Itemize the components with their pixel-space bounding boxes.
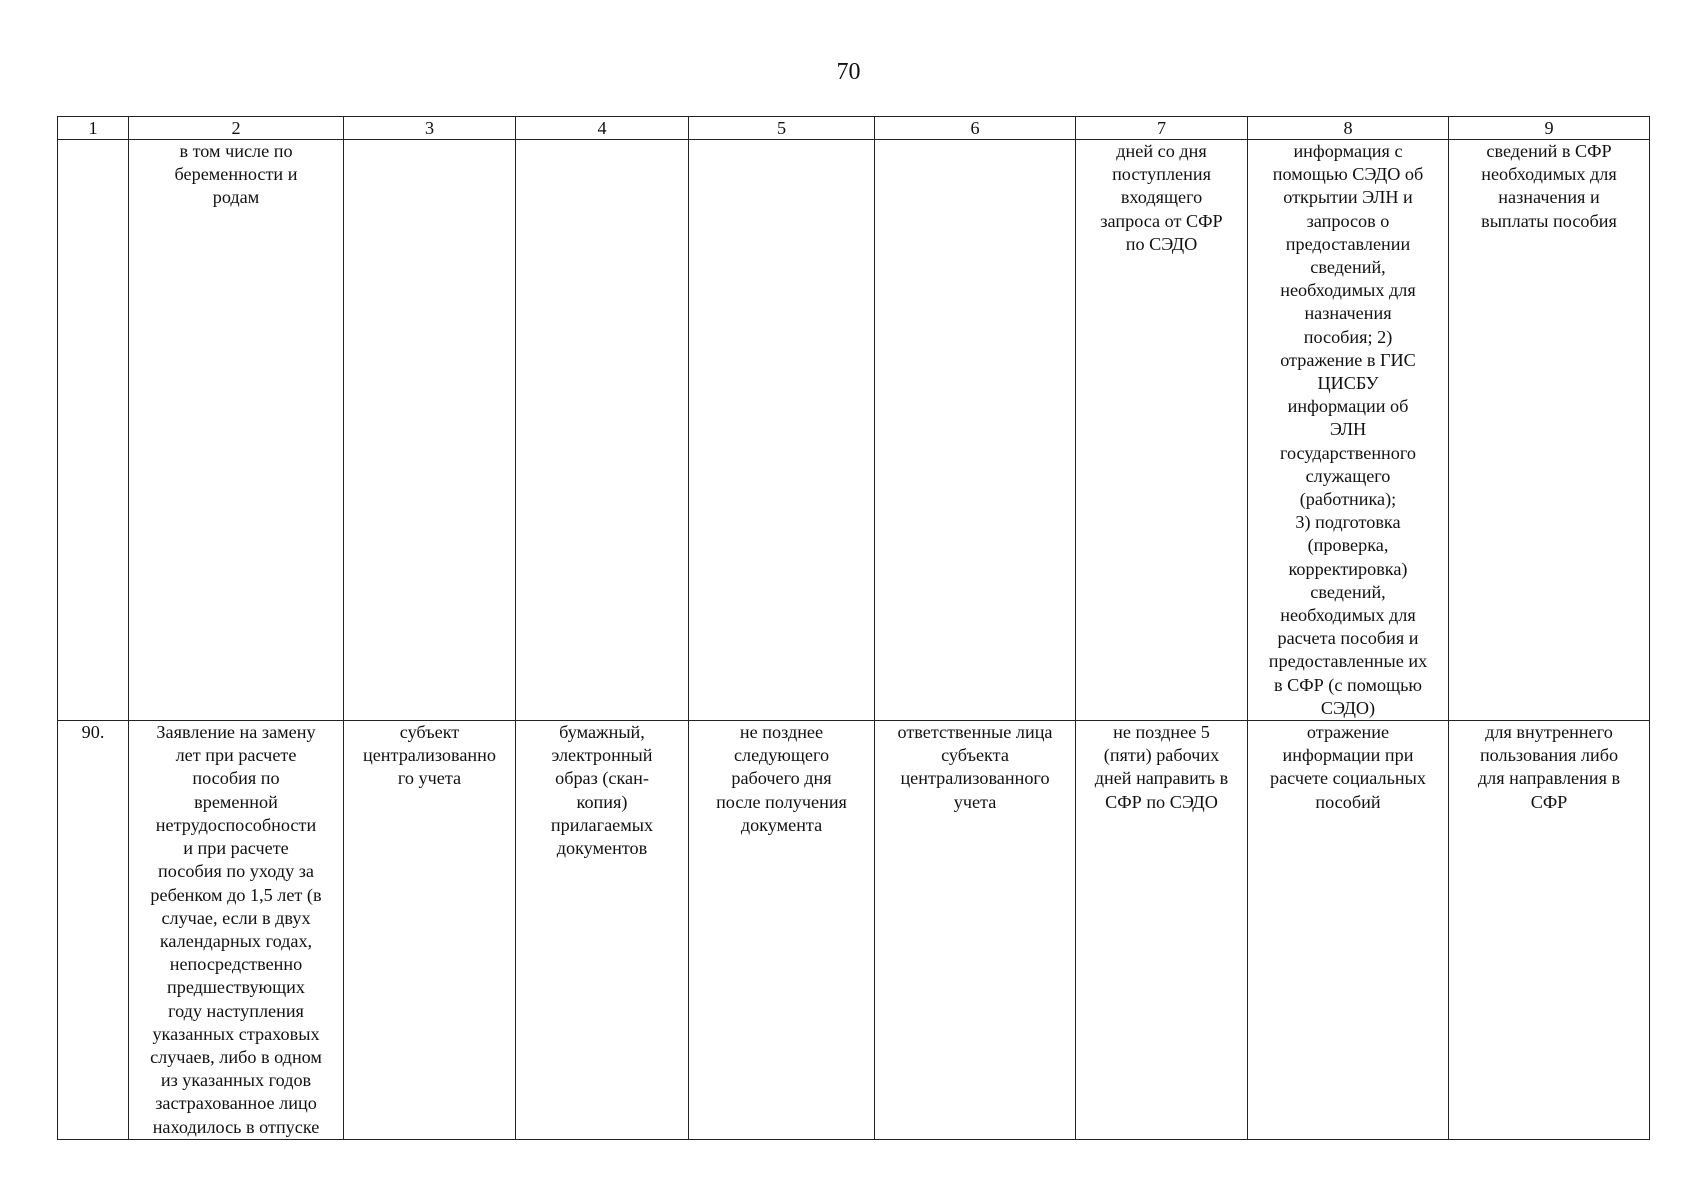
column-number-cell: 7 <box>1076 117 1248 140</box>
table-cell <box>1076 140 1248 721</box>
column-number-cell: 4 <box>516 117 689 140</box>
table-cell <box>689 721 875 1140</box>
table-cell <box>875 140 1076 721</box>
column-number-cell: 1 <box>58 117 129 140</box>
table-cell <box>1248 721 1449 1140</box>
table-cell <box>1076 721 1248 1140</box>
cell-text: дней со дня поступления входящего запроса от СФР по СЭДО <box>1100 141 1223 254</box>
column-number-cell: 5 <box>689 117 875 140</box>
table-cell <box>344 140 516 721</box>
column-number-cell: 3 <box>344 117 516 140</box>
cell-text: в том числе по беременности и родам <box>174 141 298 208</box>
table-cell <box>689 140 875 721</box>
cell-text: ответственные лица субъекта централизованного учета <box>897 722 1053 812</box>
column-number-cell: 8 <box>1248 117 1449 140</box>
column-number-row <box>58 117 1650 140</box>
cell-text: для внутреннего пользования либо для направления в СФР <box>1477 722 1621 812</box>
table-cell <box>129 721 344 1140</box>
table-cell <box>344 721 516 1140</box>
column-number-cell: 6 <box>875 117 1076 140</box>
document-table <box>57 116 1650 1140</box>
cell-text: отражение информации при расчете социальных пособий <box>1270 722 1426 812</box>
row-number-cell <box>58 721 129 1140</box>
table-cell <box>129 140 344 721</box>
cell-text: не позднее следующего рабочего дня после получения документа <box>716 722 847 835</box>
row-number: 90. <box>81 722 105 743</box>
table-cell <box>58 140 129 721</box>
table-row <box>58 721 1650 1140</box>
table-cell <box>1449 140 1650 721</box>
cell-text: Заявление на замену лет при расчете пособия по временной нетрудоспособности и при расчете пособия по уходу за ребенком до 1,5 лет (в случае, если в двух календарных годах, непосредственно предшествующих году наступления указанных страховых случаев, либо в одном из указанных годов застрахованное лицо находилось в отпуске <box>150 722 322 1137</box>
table-cell <box>875 721 1076 1140</box>
table-row <box>58 140 1650 721</box>
cell-text: субъект централизованно го учета <box>363 722 496 789</box>
cell-text: бумажный, электронный образ (скан- копия) прилагаемых документов <box>550 722 654 859</box>
column-number-cell: 2 <box>129 117 344 140</box>
table-cell <box>1449 721 1650 1140</box>
table-cell <box>516 140 689 721</box>
column-number-cell: 9 <box>1449 117 1650 140</box>
table-cell <box>1248 140 1449 721</box>
page-number: 70 <box>836 59 861 85</box>
cell-text: сведений в СФР необходимых для назначения и выплаты пособия <box>1481 141 1617 231</box>
table-cell <box>516 721 689 1140</box>
cell-text: информация с помощью СЭДО об открытии ЭЛН и запросов о предоставлении сведений, необходимых для назначения пособия; 2) отражение в ГИС ЦИСБУ информации об ЭЛН государственного служащего (работника); 3) подготовка (проверка, корректировка) сведений, необходимых для расчета пособия и предоставленные их в СФР (с помощью СЭДО) <box>1268 141 1428 718</box>
cell-text: не позднее 5 (пяти) рабочих дней направить в СФР по СЭДО <box>1094 722 1229 812</box>
